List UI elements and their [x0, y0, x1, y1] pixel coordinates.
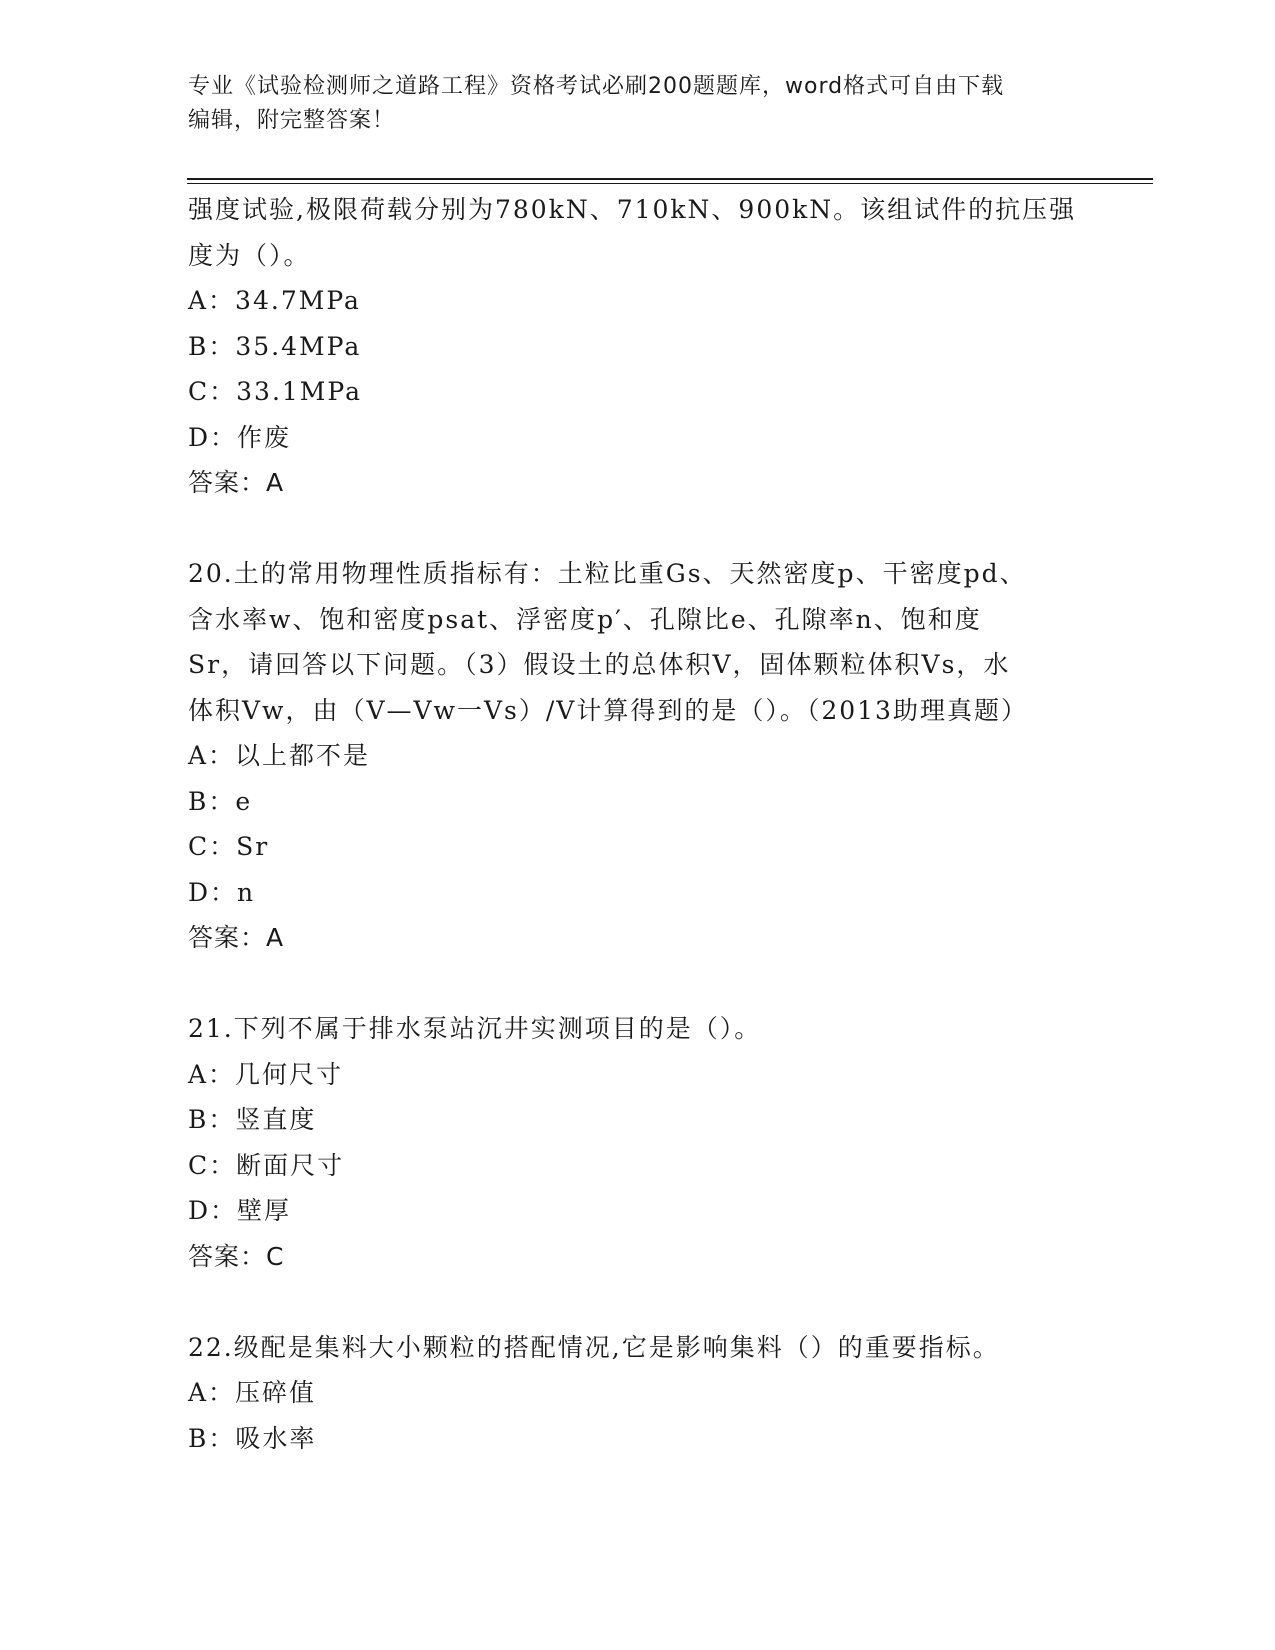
option-a: A：压碎值 — [188, 1378, 317, 1407]
header-rule-thick — [187, 178, 1153, 180]
question-stem-line: 含水率w、饱和密度psat、浮密度p′、孔隙比e、孔隙率n、饱和度 — [188, 604, 982, 634]
option-d: D：n — [188, 877, 256, 907]
question-stem-line: 强度试验,极限荷载分别为780kN、710kN、900kN。该组试件的抗压强 — [188, 195, 1077, 224]
option-b: B：竖直度 — [188, 1105, 317, 1134]
option-a: A：以上都不是 — [188, 741, 371, 770]
option-c: C：33.1MPa — [188, 377, 362, 406]
option-c: C：Sr — [188, 832, 270, 861]
spacer — [188, 1279, 1088, 1325]
option-d: D：壁厚 — [188, 1196, 292, 1225]
question-stem-line: 22.级配是集料大小颗粒的搭配情况,它是影响集料（）的重要指标。 — [188, 1332, 1000, 1362]
option-b: B：35.4MPa — [188, 331, 362, 361]
header-rule-thin — [187, 183, 1153, 184]
question-stem-line: 体积Vw，由（V—Vw一Vs）/V计算得到的是（）。（2013助理真题） — [188, 695, 1028, 725]
question-21 — [188, 1006, 1088, 1279]
header-line-1: 专业《试验检测师之道路工程》资格考试必刷200题题库，word格式可自由下载 — [188, 74, 1005, 99]
option-b: B：e — [188, 786, 253, 816]
header-line-2: 编辑，附完整答案！ — [188, 108, 396, 133]
question-list — [188, 187, 1088, 1461]
question-22 — [188, 1325, 1088, 1462]
question-stem-line: Sr，请回答以下问题。（3）假设土的总体积V，固体颗粒体积Vs，水 — [188, 650, 1011, 679]
option-c: C：断面尺寸 — [188, 1150, 345, 1180]
question-20 — [188, 551, 1088, 961]
question-stem-line: 度为（）。 — [188, 240, 311, 270]
question-stem-line: 21.下列不属于排水泵站沉井实测项目的是（）。 — [188, 1014, 762, 1043]
spacer — [188, 506, 1088, 552]
option-d: D：作废 — [188, 422, 292, 452]
option-a: A：34.7MPa — [188, 286, 361, 315]
option-a: A：几何尺寸 — [188, 1059, 344, 1089]
answer: 答案：C — [188, 1241, 285, 1271]
answer: 答案：A — [188, 468, 285, 497]
answer: 答案：A — [188, 923, 285, 952]
question-19 — [188, 187, 1088, 506]
spacer — [188, 961, 1088, 1007]
option-b: B：吸水率 — [188, 1423, 317, 1453]
document-header — [188, 70, 1088, 138]
question-stem-line: 20.土的常用物理性质指标有：土粒比重Gs、天然密度p、干密度pd、 — [188, 559, 1027, 588]
